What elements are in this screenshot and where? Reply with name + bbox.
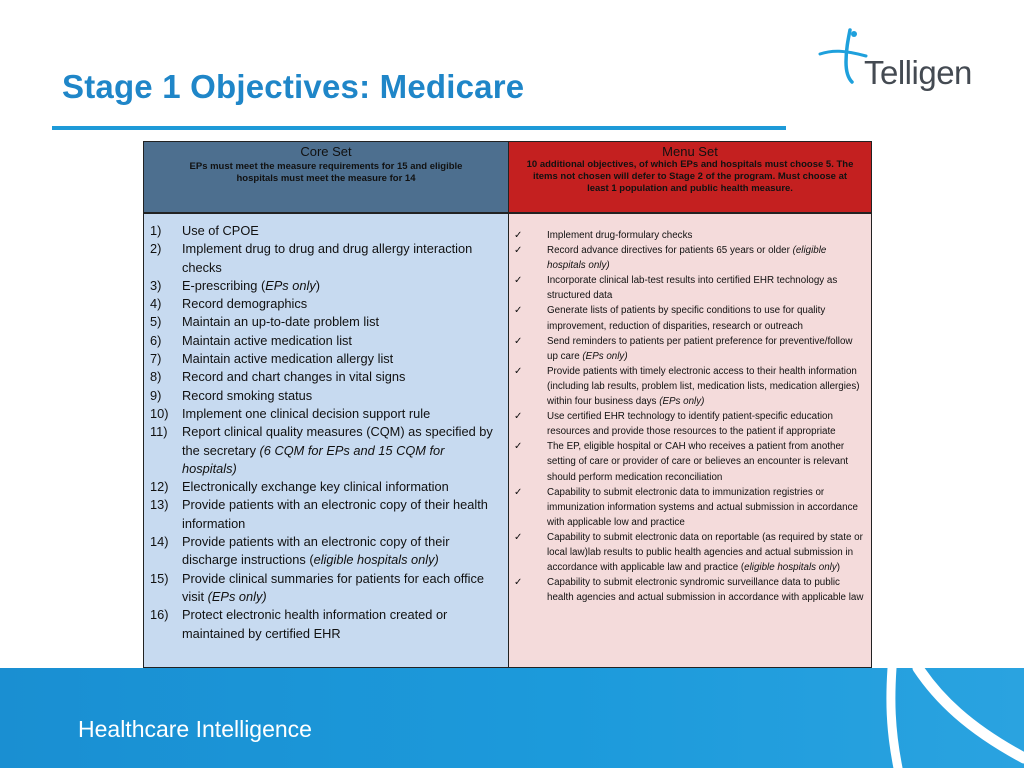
check-icon: ✓ xyxy=(514,531,523,543)
item-text: Record smoking status xyxy=(182,387,313,403)
core-objective-item xyxy=(150,570,502,607)
item-text: Implement drug to drug and drug allergy interaction checks xyxy=(182,241,473,275)
item-text: Record and chart changes in vital signs xyxy=(182,369,406,385)
item-text: Provide clinical summaries for patients for each office visit xyxy=(182,570,485,604)
item-number: 9) xyxy=(150,387,162,403)
core-objective-item xyxy=(150,277,502,295)
core-set-title: Core Set xyxy=(300,144,352,159)
check-icon: ✓ xyxy=(514,305,523,317)
item-number: 6) xyxy=(150,332,162,348)
item-number: 3) xyxy=(150,277,162,293)
item-text: Capability to submit electronic data to immunization registries or immunization information systems and actual submission in accordance with applicable low and practice xyxy=(547,486,858,528)
item-note: (EPs only) xyxy=(207,588,267,604)
item-number: 16) xyxy=(150,607,169,623)
item-number: 14) xyxy=(150,534,169,550)
item-text: Use certified EHR technology to identify patient-specific education resources and provide those resources to the patient if appropriate xyxy=(547,411,836,438)
item-text: Send reminders to patients per patient preference for preventive/follow up care xyxy=(547,335,853,362)
check-icon: ✓ xyxy=(514,275,523,287)
slide-title: Stage 1 Objectives: Medicare xyxy=(62,68,525,105)
item-text: Electronically exchange key clinical information xyxy=(182,479,449,495)
item-number: 12) xyxy=(150,479,169,495)
logo-text: Telligen xyxy=(864,54,972,91)
item-text: The EP, eligible hospital or CAH who receives a patient from another setting of care or provider of care or believes an encounter is relevant should perform medication reconciliation xyxy=(547,441,849,483)
item-suffix: ) xyxy=(836,562,840,574)
menu-set-subtitle: 10 additional objectives, of which EPs and hospitals must choose 5. The items not chosen will defer to Stage 2 of the program. Must choose at least 1 population and public health measure. xyxy=(526,159,854,194)
item-number: 10) xyxy=(150,405,169,421)
item-number: 8) xyxy=(150,369,162,385)
item-text: Use of CPOE xyxy=(182,223,259,238)
item-note: (6 CQM for EPs and 15 CQM for hospitals) xyxy=(182,442,445,476)
item-text: Record demographics xyxy=(182,296,308,312)
check-icon: ✓ xyxy=(514,245,523,257)
item-note: (eligible hospitals only) xyxy=(547,245,827,272)
item-number: 13) xyxy=(150,497,169,513)
item-text: Provide patients with an electronic copy of their discharge instructions ( xyxy=(182,534,450,568)
item-text: Report clinical quality measures (CQM) as specified by the secretary xyxy=(182,424,493,458)
item-text: Provide patients with an electronic copy of their health information xyxy=(182,497,488,531)
item-text: Incorporate clinical lab-test results into certified EHR technology as structured data xyxy=(547,275,838,302)
core-set-column xyxy=(144,142,509,667)
check-icon: ✓ xyxy=(514,335,523,347)
item-text: Maintain active medication list xyxy=(182,332,352,348)
core-objective-item xyxy=(150,533,502,570)
menu-objective-item xyxy=(514,273,865,303)
core-objective-item xyxy=(150,405,502,423)
core-objective-item xyxy=(150,222,502,240)
item-text: Provide patients with timely electronic access to their health information (including lab results, problem list, medication lists, medication allergies) within four business days xyxy=(547,365,860,408)
check-icon: ✓ xyxy=(514,486,523,498)
core-objective-item xyxy=(150,240,502,277)
item-note: eligible hospitals only) xyxy=(313,552,439,568)
core-objective-item xyxy=(150,332,502,350)
check-icon: ✓ xyxy=(514,230,523,241)
telligen-logo xyxy=(818,28,988,108)
footer-tagline: Healthcare Intelligence xyxy=(78,716,312,742)
menu-objective-item xyxy=(514,364,865,409)
core-objectives-list xyxy=(144,214,508,643)
core-objective-item xyxy=(150,313,502,331)
item-text: Capability to submit electronic syndromic surveillance data to public health agencies and actual submission in accordance with applicable law xyxy=(547,577,864,604)
item-text: Generate lists of patients by specific conditions to use for quality improvement, reduction of disparities, research or outreach xyxy=(547,305,826,332)
item-note: (EPs only) xyxy=(582,350,628,362)
menu-objective-item xyxy=(514,409,865,439)
item-number: 2) xyxy=(150,241,162,257)
item-text: Record advance directives for patients 65 years or older xyxy=(547,245,793,257)
item-note: EPs only xyxy=(265,277,316,293)
check-icon: ✓ xyxy=(514,411,523,423)
item-number: 5) xyxy=(150,314,162,330)
item-text: Protect electronic health information created or maintained by certified EHR xyxy=(182,607,448,641)
item-note: (EPs only) xyxy=(659,396,705,408)
menu-objective-item xyxy=(514,334,865,364)
core-objective-item xyxy=(150,423,502,478)
menu-objective-item xyxy=(514,439,865,484)
menu-objective-item xyxy=(514,243,865,273)
item-text: Maintain active medication allergy list xyxy=(182,351,394,367)
core-set-subtitle: EPs must meet the measure requirements for 15 and eligible hospitals must meet the measure for 14 xyxy=(189,161,463,184)
check-icon: ✓ xyxy=(514,577,523,589)
menu-set-title: Menu Set xyxy=(662,144,718,159)
menu-objectives-list xyxy=(509,214,871,605)
check-icon: ✓ xyxy=(514,365,523,377)
item-text: Capability to submit electronic data on reportable (as required by state or local law)lab results to public health agencies and actual submission in accordance with applicable law and practice ( xyxy=(547,531,863,574)
core-objective-item xyxy=(150,496,502,533)
core-objective-item xyxy=(150,368,502,386)
menu-objective-item xyxy=(514,228,865,243)
item-text: Maintain an up-to-date problem list xyxy=(182,314,380,330)
item-number: 15) xyxy=(150,570,169,586)
core-objective-item xyxy=(150,350,502,368)
objectives-table xyxy=(143,141,872,668)
item-number: 1) xyxy=(150,223,162,238)
core-objective-item xyxy=(150,295,502,313)
item-text: Implement one clinical decision support rule xyxy=(182,405,431,421)
item-text: E-prescribing ( xyxy=(182,277,266,293)
title-underline xyxy=(52,126,786,130)
menu-set-header xyxy=(509,142,871,214)
menu-set-column xyxy=(509,142,871,667)
item-number: 11) xyxy=(150,424,168,440)
core-objective-item xyxy=(150,478,502,496)
item-number: 7) xyxy=(150,351,162,367)
menu-objective-item xyxy=(514,575,865,605)
item-suffix: ) xyxy=(315,277,320,293)
menu-objective-item xyxy=(514,485,865,530)
item-text: Implement drug-formulary checks xyxy=(547,230,693,241)
item-note: eligible hospitals only xyxy=(744,562,837,574)
telligen-figure-watermark-icon xyxy=(878,668,1024,768)
footer-banner xyxy=(0,668,1024,768)
core-objective-item xyxy=(150,606,502,643)
menu-objective-item xyxy=(514,303,865,333)
core-objective-item xyxy=(150,387,502,405)
core-set-header xyxy=(144,142,508,214)
menu-objective-item xyxy=(514,530,865,575)
check-icon: ✓ xyxy=(514,441,523,453)
item-number: 4) xyxy=(150,296,162,312)
